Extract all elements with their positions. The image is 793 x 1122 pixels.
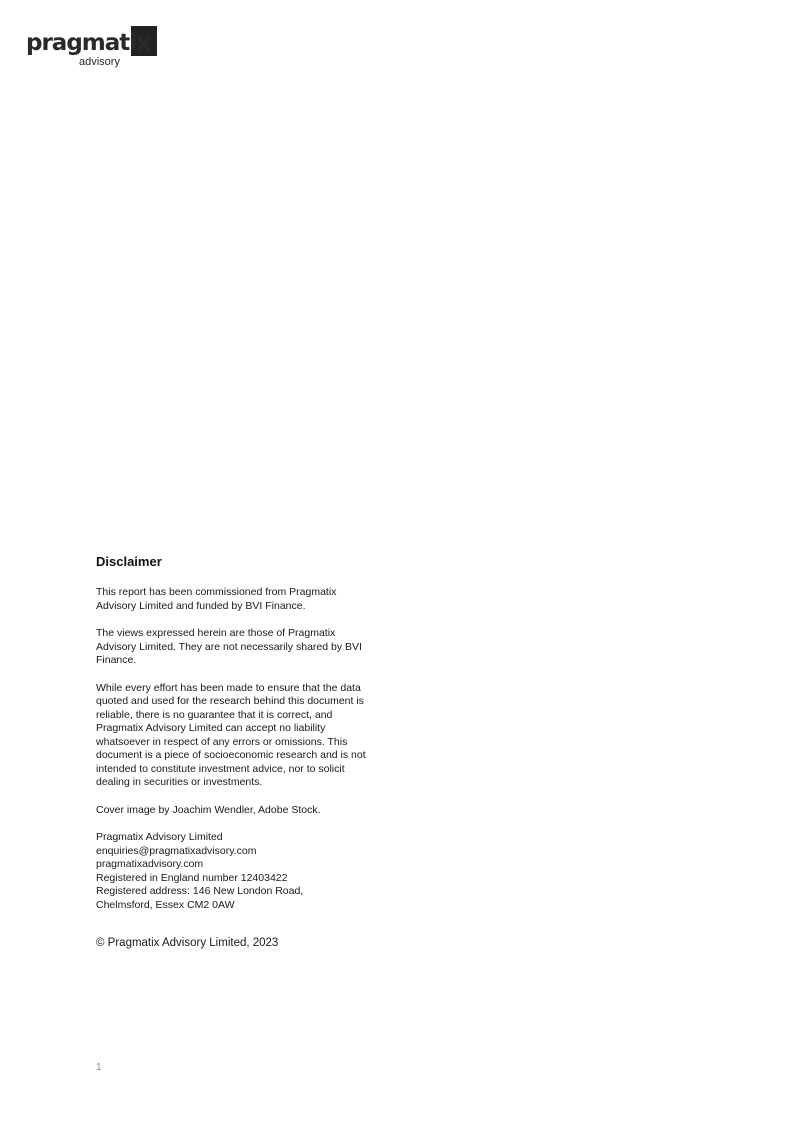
contact-website: pragmatixadvisory.com (96, 858, 204, 870)
contact-address-line1: Registered address: 146 New London Road, (96, 885, 304, 897)
contact-registration: Registered in England number 12403422 (96, 871, 288, 884)
logo-subtitle: advisory (79, 56, 120, 68)
contact-address-line2: Chelmsford, Essex CM2 0AW (96, 898, 235, 911)
disclaimer-paragraph-views: The views expressed herein are those of Pragmatix Advisory Limited. They are not necessarily shared by BVI Finance. (96, 627, 362, 666)
page-number: 1 (96, 1062, 102, 1073)
disclaimer-paragraph-commission: This report has been commissioned from Pragmatix Advisory Limited and funded by BVI Finance. (96, 586, 337, 612)
disclaimer-section (96, 553, 366, 950)
disclaimer-paragraph-liability: While every effort has been made to ensure that the data quoted and used for the research behind this document is reliable, there is no guarantee that it is correct, and Pragmatix Advisory Limited can accept no liability whatsoever in respect of any errors or omissions. This document is a piece of socioeconomic research and is not intended to constitute investment advice, nor to solicit dealing in securities or investments. (96, 681, 366, 788)
contact-block (96, 831, 366, 912)
contact-email: enquiries@pragmatixadvisory.com (96, 844, 257, 857)
disclaimer-paragraph-image-credit: Cover image by Joachim Wendler, Adobe Stock. (96, 803, 321, 816)
disclaimer-heading: Disclaimer (96, 554, 162, 569)
copyright-notice: © Pragmatix Advisory Limited, 2023 (96, 937, 279, 949)
logo-wordmark: pragmatix (26, 30, 150, 56)
company-logo (26, 25, 161, 71)
contact-company: Pragmatix Advisory Limited (96, 831, 223, 843)
